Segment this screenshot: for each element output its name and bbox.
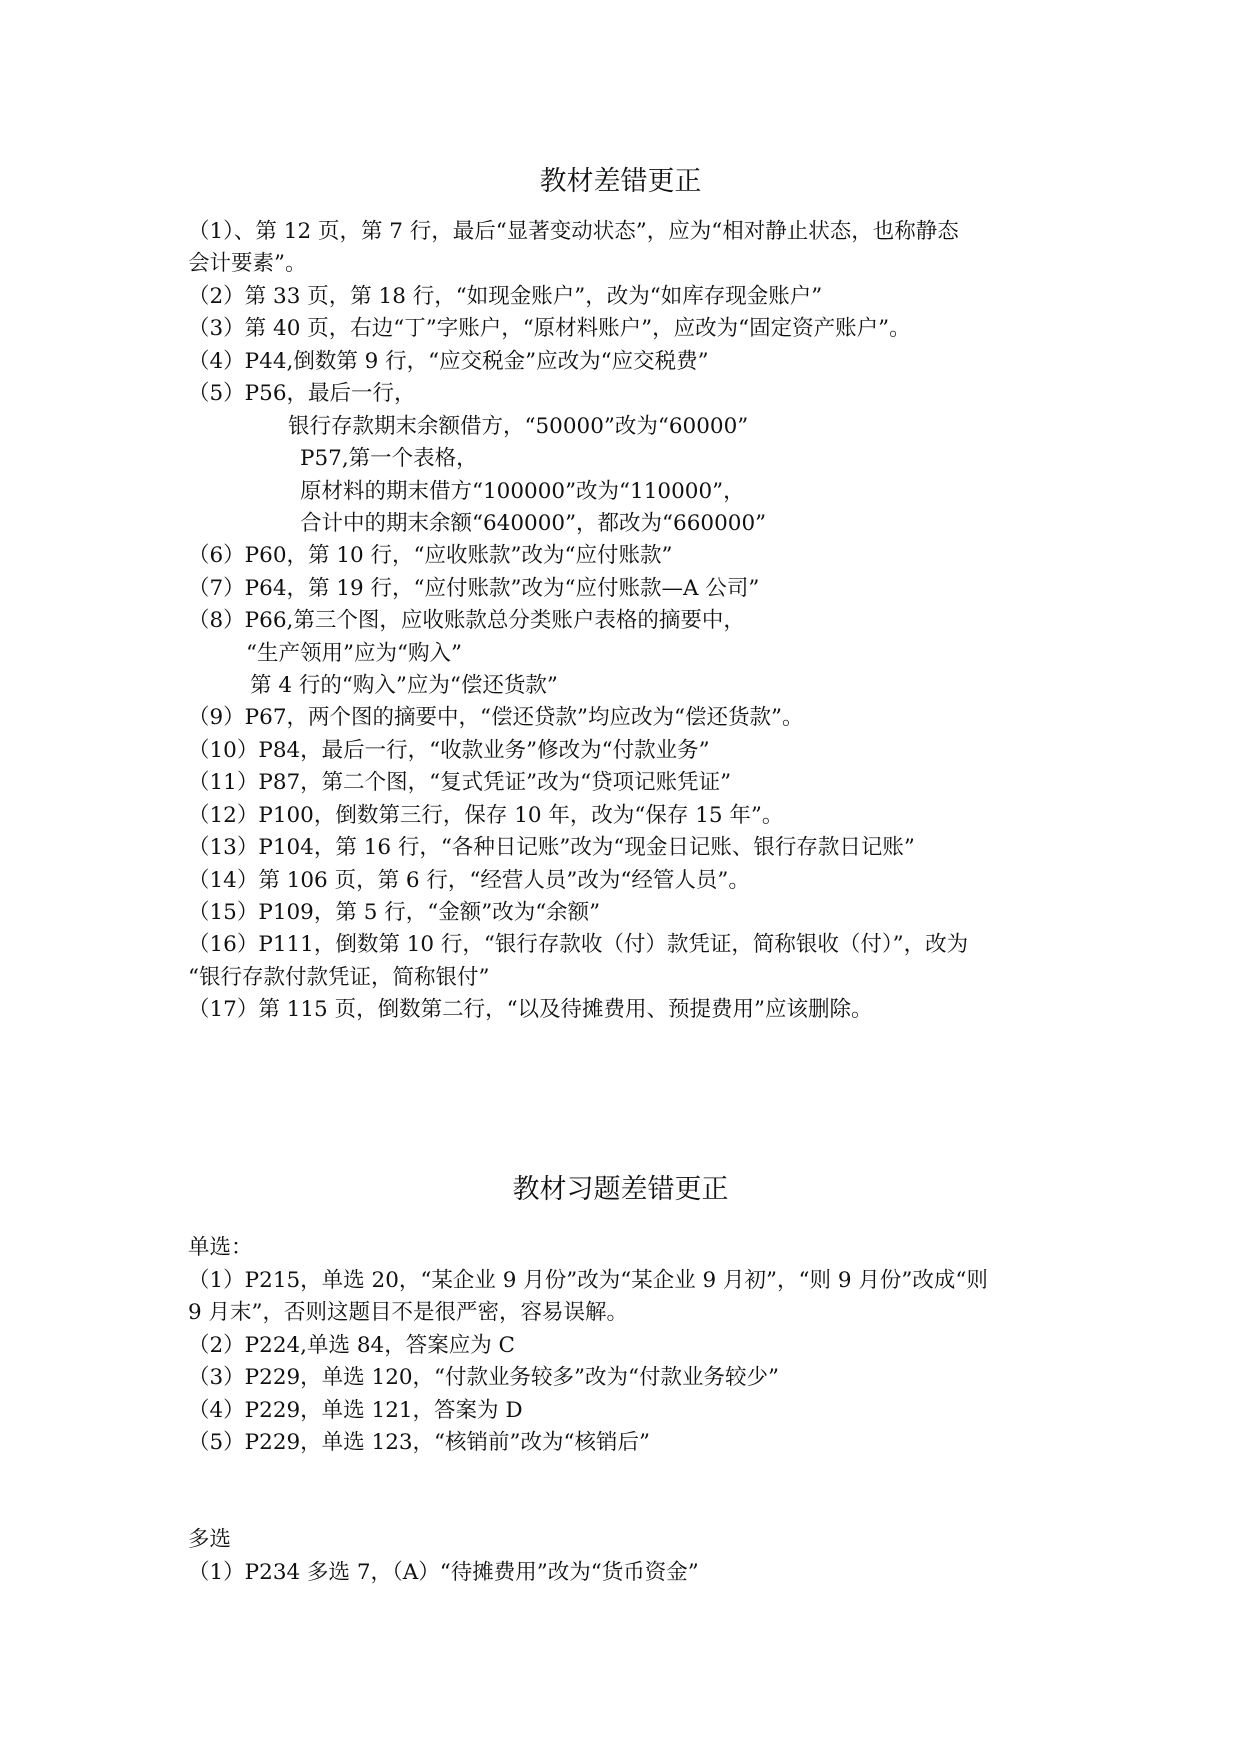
errata-line: （5）P56，最后一行，	[188, 381, 416, 406]
errata-line: 第 4 行的“购入”应为“偿还货款”	[250, 673, 558, 698]
errata-line: （3）P229，单选 120，“付款业务较多”改为“付款业务较少”	[188, 1365, 780, 1390]
errata-line: （7）P64，第 19 行，“应付账款”改为“应付账款—A 公司”	[188, 576, 760, 601]
errata-line: （3）第 40 页，右边“丁”字账户，“原材料账户”，应改为“固定资产账户”。	[188, 316, 911, 341]
errata-line: （15）P109，第 5 行，“金额”改为“余额”	[188, 900, 601, 925]
section1-title: 教材差错更正	[539, 166, 702, 197]
single-choice-heading: 单选：	[188, 1235, 253, 1260]
errata-line: 原材料的期末借方“100000”改为“110000”，	[300, 479, 745, 504]
errata-line: （5）P229，单选 123，“核销前”改为“核销后”	[188, 1430, 651, 1455]
errata-line: 9 月末”，否则这题目不是很严密，容易误解。	[188, 1300, 629, 1325]
errata-line: （1）P234 多选 7，（A）“待摊费用”改为“货币资金”	[188, 1560, 699, 1585]
errata-line: （2）第 33 页，第 18 行，“如现金账户”，改为“如库存现金账户”	[188, 284, 823, 309]
errata-line: （16）P111，倒数第 10 行，“银行存款收（付）款凭证，简称银收（付）”，改为	[188, 932, 969, 957]
errata-line: 合计中的期末余额“640000”，都改为“660000”	[300, 511, 767, 536]
errata-line: （4）P229，单选 121，答案为 D	[188, 1398, 523, 1423]
errata-line: （13）P104，第 16 行，“各种日记账”改为“现金日记账、银行存款日记账”	[188, 835, 915, 860]
errata-line: （9）P67，两个图的摘要中，“偿还贷款”均应改为“偿还货款”。	[188, 705, 804, 730]
errata-line: （6）P60，第 10 行，“应收账款”改为“应付账款”	[188, 543, 673, 568]
errata-line: 银行存款期末余额借方，“50000”改为“60000”	[288, 414, 749, 439]
errata-line: 会计要素”。	[188, 251, 307, 276]
errata-line: （14）第 106 页，第 6 行，“经营人员”改为“经管人员”。	[188, 868, 750, 893]
errata-line: P57,第一个表格，	[300, 446, 478, 471]
errata-line: （11）P87，第二个图，“复式凭证”改为“贷项记账凭证”	[188, 770, 732, 795]
errata-line: （1）P215，单选 20，“某企业 9 月份”改为“某企业 9 月初”，“则 9 月份”改成“则	[188, 1268, 988, 1293]
errata-line: “银行存款付款凭证，简称银付”	[188, 965, 490, 990]
errata-line: （10）P84，最后一行，“收款业务”修改为“付款业务”	[188, 738, 710, 763]
errata-line: （8）P66,第三个图，应收账款总分类账户表格的摘要中，	[188, 608, 745, 633]
errata-line: （2）P224,单选 84，答案应为 C	[188, 1333, 515, 1358]
errata-line: （4）P44,倒数第 9 行，“应交税金”应改为“应交税费”	[188, 349, 709, 374]
errata-line: “生产领用”应为“购入”	[246, 641, 462, 666]
errata-line: （12）P100，倒数第三行，保存 10 年，改为“保存 15 年”。	[188, 803, 784, 828]
errata-line: （1）、第 12 页，第 7 行，最后“显著变动状态”，应为“相对静止状态，也称静态	[188, 219, 959, 244]
multi-choice-heading: 多选	[188, 1527, 232, 1552]
errata-line: （17）第 115 页，倒数第二行，“以及待摊费用、预提费用”应该删除。	[188, 997, 873, 1022]
section2-title: 教材习题差错更正	[512, 1174, 729, 1205]
